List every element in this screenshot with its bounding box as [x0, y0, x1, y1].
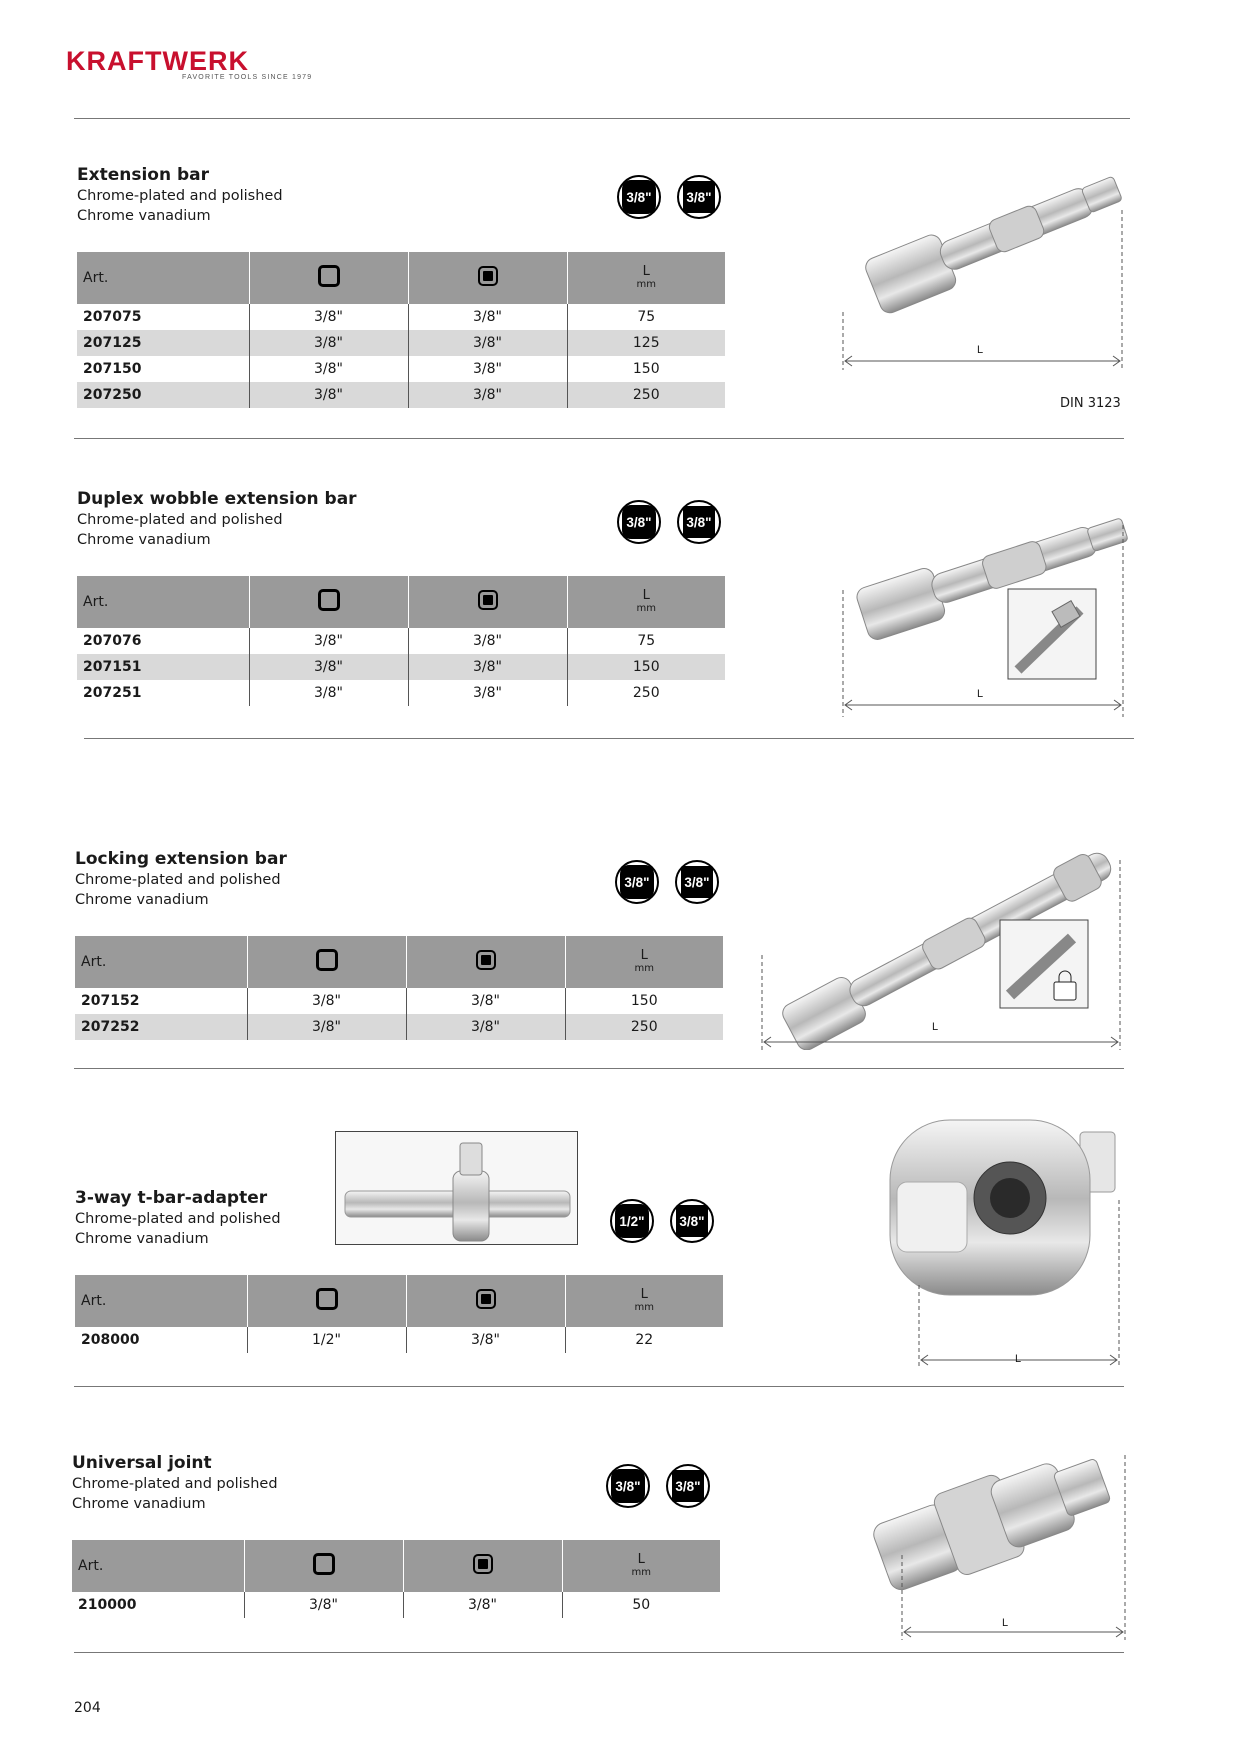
internal-square-icon	[478, 266, 498, 286]
product-title: Extension bar	[77, 165, 210, 185]
dimension-label: L	[1015, 1353, 1022, 1365]
divider	[74, 118, 1130, 119]
product-material: Chrome vanadium	[75, 892, 209, 908]
universal-joint-image	[850, 1415, 1130, 1645]
divider	[74, 1068, 1124, 1069]
table-row: 207075 3/8" 3/8" 75	[77, 304, 725, 330]
table-row: 207150 3/8" 3/8" 150	[77, 356, 725, 382]
table-row: 207151 3/8" 3/8" 150	[77, 654, 725, 680]
col-length-header: L	[642, 588, 650, 603]
product-title: Universal joint	[72, 1453, 212, 1473]
dimension-label: L	[1002, 1617, 1009, 1629]
locking-extension-bar-image	[752, 770, 1132, 1050]
dimension-label: L	[932, 1021, 939, 1033]
table-row: 207076 3/8" 3/8" 75	[77, 628, 725, 654]
square-size-badge: 3/8"	[675, 860, 719, 904]
col-length-unit: mm	[631, 1567, 651, 1578]
product-title: Duplex wobble extension bar	[77, 489, 357, 509]
t-bar-usage-image	[335, 1131, 578, 1245]
external-square-icon	[318, 589, 340, 611]
product-material: Chrome vanadium	[77, 208, 211, 224]
spec-table	[75, 1275, 723, 1353]
extension-bar-image	[840, 140, 1140, 380]
table-row: 207125 3/8" 3/8" 125	[77, 330, 725, 356]
spec-table	[75, 936, 723, 1040]
table-row: 210000 3/8" 3/8" 50	[72, 1592, 720, 1618]
internal-square-icon	[476, 1289, 496, 1309]
external-square-icon	[313, 1553, 335, 1575]
square-size-badge: 3/8"	[677, 175, 721, 219]
dimension-label: L	[977, 344, 984, 356]
col-length-unit: mm	[636, 603, 656, 614]
table-row: 207251 3/8" 3/8" 250	[77, 680, 725, 706]
brand-logo	[66, 46, 326, 81]
spec-table	[72, 1540, 720, 1618]
table-row: 207252 3/8" 3/8" 250	[75, 1014, 723, 1040]
norm-label: DIN 3123	[1060, 396, 1121, 411]
drive-size-badge: 3/8"	[606, 1464, 650, 1508]
external-square-icon	[318, 265, 340, 287]
external-square-icon	[316, 1288, 338, 1310]
table-row: 207152 3/8" 3/8" 150	[75, 988, 723, 1014]
product-finish: Chrome-plated and polished	[72, 1476, 278, 1492]
col-art-header: Art.	[77, 252, 249, 304]
external-square-icon	[316, 949, 338, 971]
brand-name: KRAFTWERK	[66, 46, 249, 76]
lock-icon	[1054, 982, 1076, 1000]
spec-table	[77, 252, 725, 408]
col-length-header: L	[642, 264, 650, 279]
product-title: Locking extension bar	[75, 849, 287, 869]
drive-size-badge: 3/8"	[617, 175, 661, 219]
col-length-unit: mm	[634, 1302, 654, 1313]
dimension-label: L	[977, 688, 984, 700]
drive-size-badge: 3/8"	[615, 860, 659, 904]
col-art-header: Art.	[75, 1275, 247, 1327]
product-finish: Chrome-plated and polished	[75, 1211, 281, 1227]
col-art-header: Art.	[77, 576, 249, 628]
internal-square-icon	[476, 950, 496, 970]
col-length-header: L	[640, 948, 648, 963]
divider	[74, 1386, 1124, 1387]
product-finish: Chrome-plated and polished	[75, 872, 281, 888]
page-number: 204	[74, 1700, 101, 1716]
wobble-extension-bar-image	[840, 465, 1140, 725]
product-material: Chrome vanadium	[72, 1496, 206, 1512]
col-length-header: L	[637, 1552, 645, 1567]
divider	[74, 1652, 1124, 1653]
product-finish: Chrome-plated and polished	[77, 188, 283, 204]
col-length-header: L	[640, 1287, 648, 1302]
col-length-unit: mm	[636, 279, 656, 290]
brand-tagline: FAVORITE TOOLS SINCE 1979	[182, 74, 313, 81]
product-title: 3-way t-bar-adapter	[75, 1188, 268, 1208]
internal-square-icon	[473, 1554, 493, 1574]
drive-size-badge: 3/8"	[617, 500, 661, 544]
square-size-badge: 3/8"	[670, 1199, 714, 1243]
square-size-badge: 3/8"	[677, 500, 721, 544]
drive-size-badge: 1/2"	[610, 1199, 654, 1243]
product-material: Chrome vanadium	[77, 532, 211, 548]
divider	[74, 438, 1124, 439]
col-art-header: Art.	[75, 936, 247, 988]
col-length-unit: mm	[634, 963, 654, 974]
internal-square-icon	[478, 590, 498, 610]
product-material: Chrome vanadium	[75, 1231, 209, 1247]
divider	[84, 738, 1134, 739]
square-size-badge: 3/8"	[666, 1464, 710, 1508]
table-row: 208000 1/2" 3/8" 22	[75, 1327, 723, 1353]
col-art-header: Art.	[72, 1540, 244, 1592]
spec-table	[77, 576, 725, 706]
t-bar-adapter-image	[880, 1110, 1130, 1370]
product-finish: Chrome-plated and polished	[77, 512, 283, 528]
table-row: 207250 3/8" 3/8" 250	[77, 382, 725, 408]
